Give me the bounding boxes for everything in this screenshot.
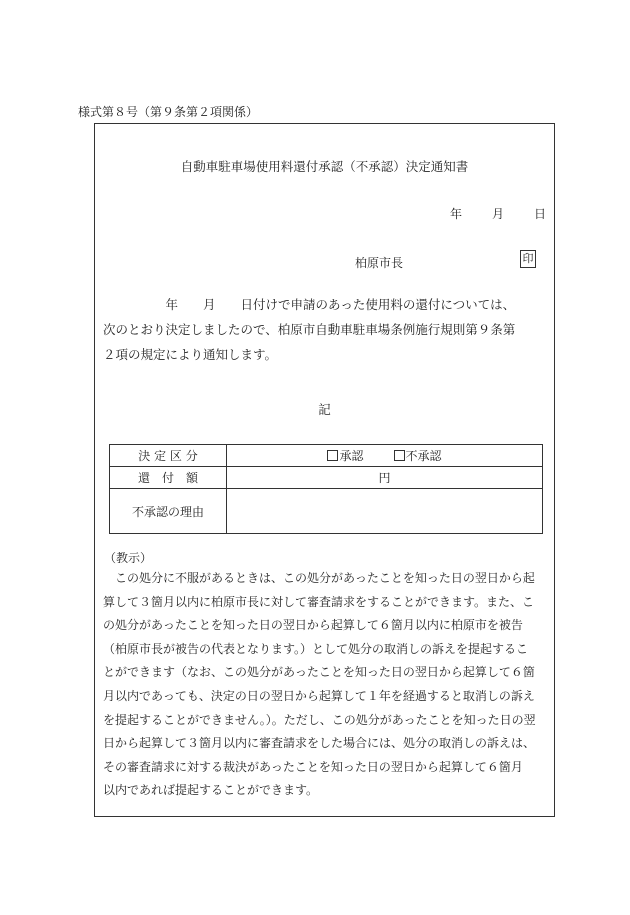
ki-heading: 記 — [318, 402, 331, 417]
instruction-line: を提起することができません。）。ただし、この処分があったことを知った日の翌 — [103, 712, 536, 727]
instruction-text — [103, 567, 550, 803]
date-year: 年 — [449, 207, 462, 221]
instruction-line: この処分に不服があるときは、この処分があったことを知った日の翌日から起 — [103, 571, 535, 585]
notice-frame — [94, 123, 555, 817]
approve-label: 承認 — [339, 449, 364, 463]
approve-checkbox[interactable] — [327, 450, 338, 461]
decision-table — [109, 444, 543, 534]
refund-amount-value: 円 — [227, 467, 543, 489]
instruction-line: の処分があったことを知った日の翌日から起算して６箇月以内に柏原市を被告 — [103, 618, 523, 633]
instruction-line: 算して３箇月以内に柏原市長に対して審査請求をすることができます。また、こ — [103, 594, 535, 609]
rejection-reason-value — [227, 489, 543, 534]
body-line: 次のとおり決定しましたので、柏原市自動車駐車場条例施行規則第９条第 — [103, 322, 516, 337]
notice-body — [103, 292, 550, 367]
refund-amount-label: 還 付 額 — [110, 467, 227, 489]
instruction-line: 月以内であっても、決定の日の翌日から起算して１年を経過すると取消しの訴え — [103, 688, 535, 703]
table-row — [110, 467, 543, 489]
decision-type-label: 決 定 区 分 — [110, 445, 227, 467]
date-day: 日 — [533, 207, 546, 221]
date-line — [450, 205, 546, 222]
table-row — [110, 489, 543, 534]
decision-type-options — [227, 445, 543, 467]
date-month: 月 — [491, 207, 504, 221]
rejection-reason-label: 不承認の理由 — [110, 489, 227, 534]
body-line: 年 月 日付けで申請のあった使用料の還付については、 — [103, 297, 516, 312]
instruction-heading: （教示） — [104, 551, 153, 565]
reject-checkbox[interactable] — [394, 450, 405, 461]
instruction-line: 以内であれば提起することができます。 — [103, 783, 319, 798]
form-number-label: 様式第８号（第９条第２項関係） — [78, 105, 259, 119]
seal-mark: 印 — [520, 250, 536, 268]
instruction-line: その審査請求に対する裁決があったことを知った日の翌日から起算して６箇月 — [103, 759, 523, 774]
issuer-name: 柏原市長 — [355, 256, 404, 270]
body-line: ２項の規定により通知します。 — [103, 347, 278, 362]
table-row — [110, 445, 543, 467]
reject-label: 不承認 — [405, 449, 442, 463]
instruction-line: 日から起算して３箇月以内に審査請求をした場合には、処分の取消しの訴えは、 — [103, 736, 536, 751]
document-title: 自動車駐車場使用料還付承認（不承認）決定通知書 — [180, 159, 469, 174]
instruction-line: とができます（なお、この処分があったことを知った日の翌日から起算して６箇 — [103, 665, 535, 680]
instruction-line: （柏原市長が被告の代表となります。）として処分の取消しの訴えを提起するこ — [103, 641, 529, 656]
